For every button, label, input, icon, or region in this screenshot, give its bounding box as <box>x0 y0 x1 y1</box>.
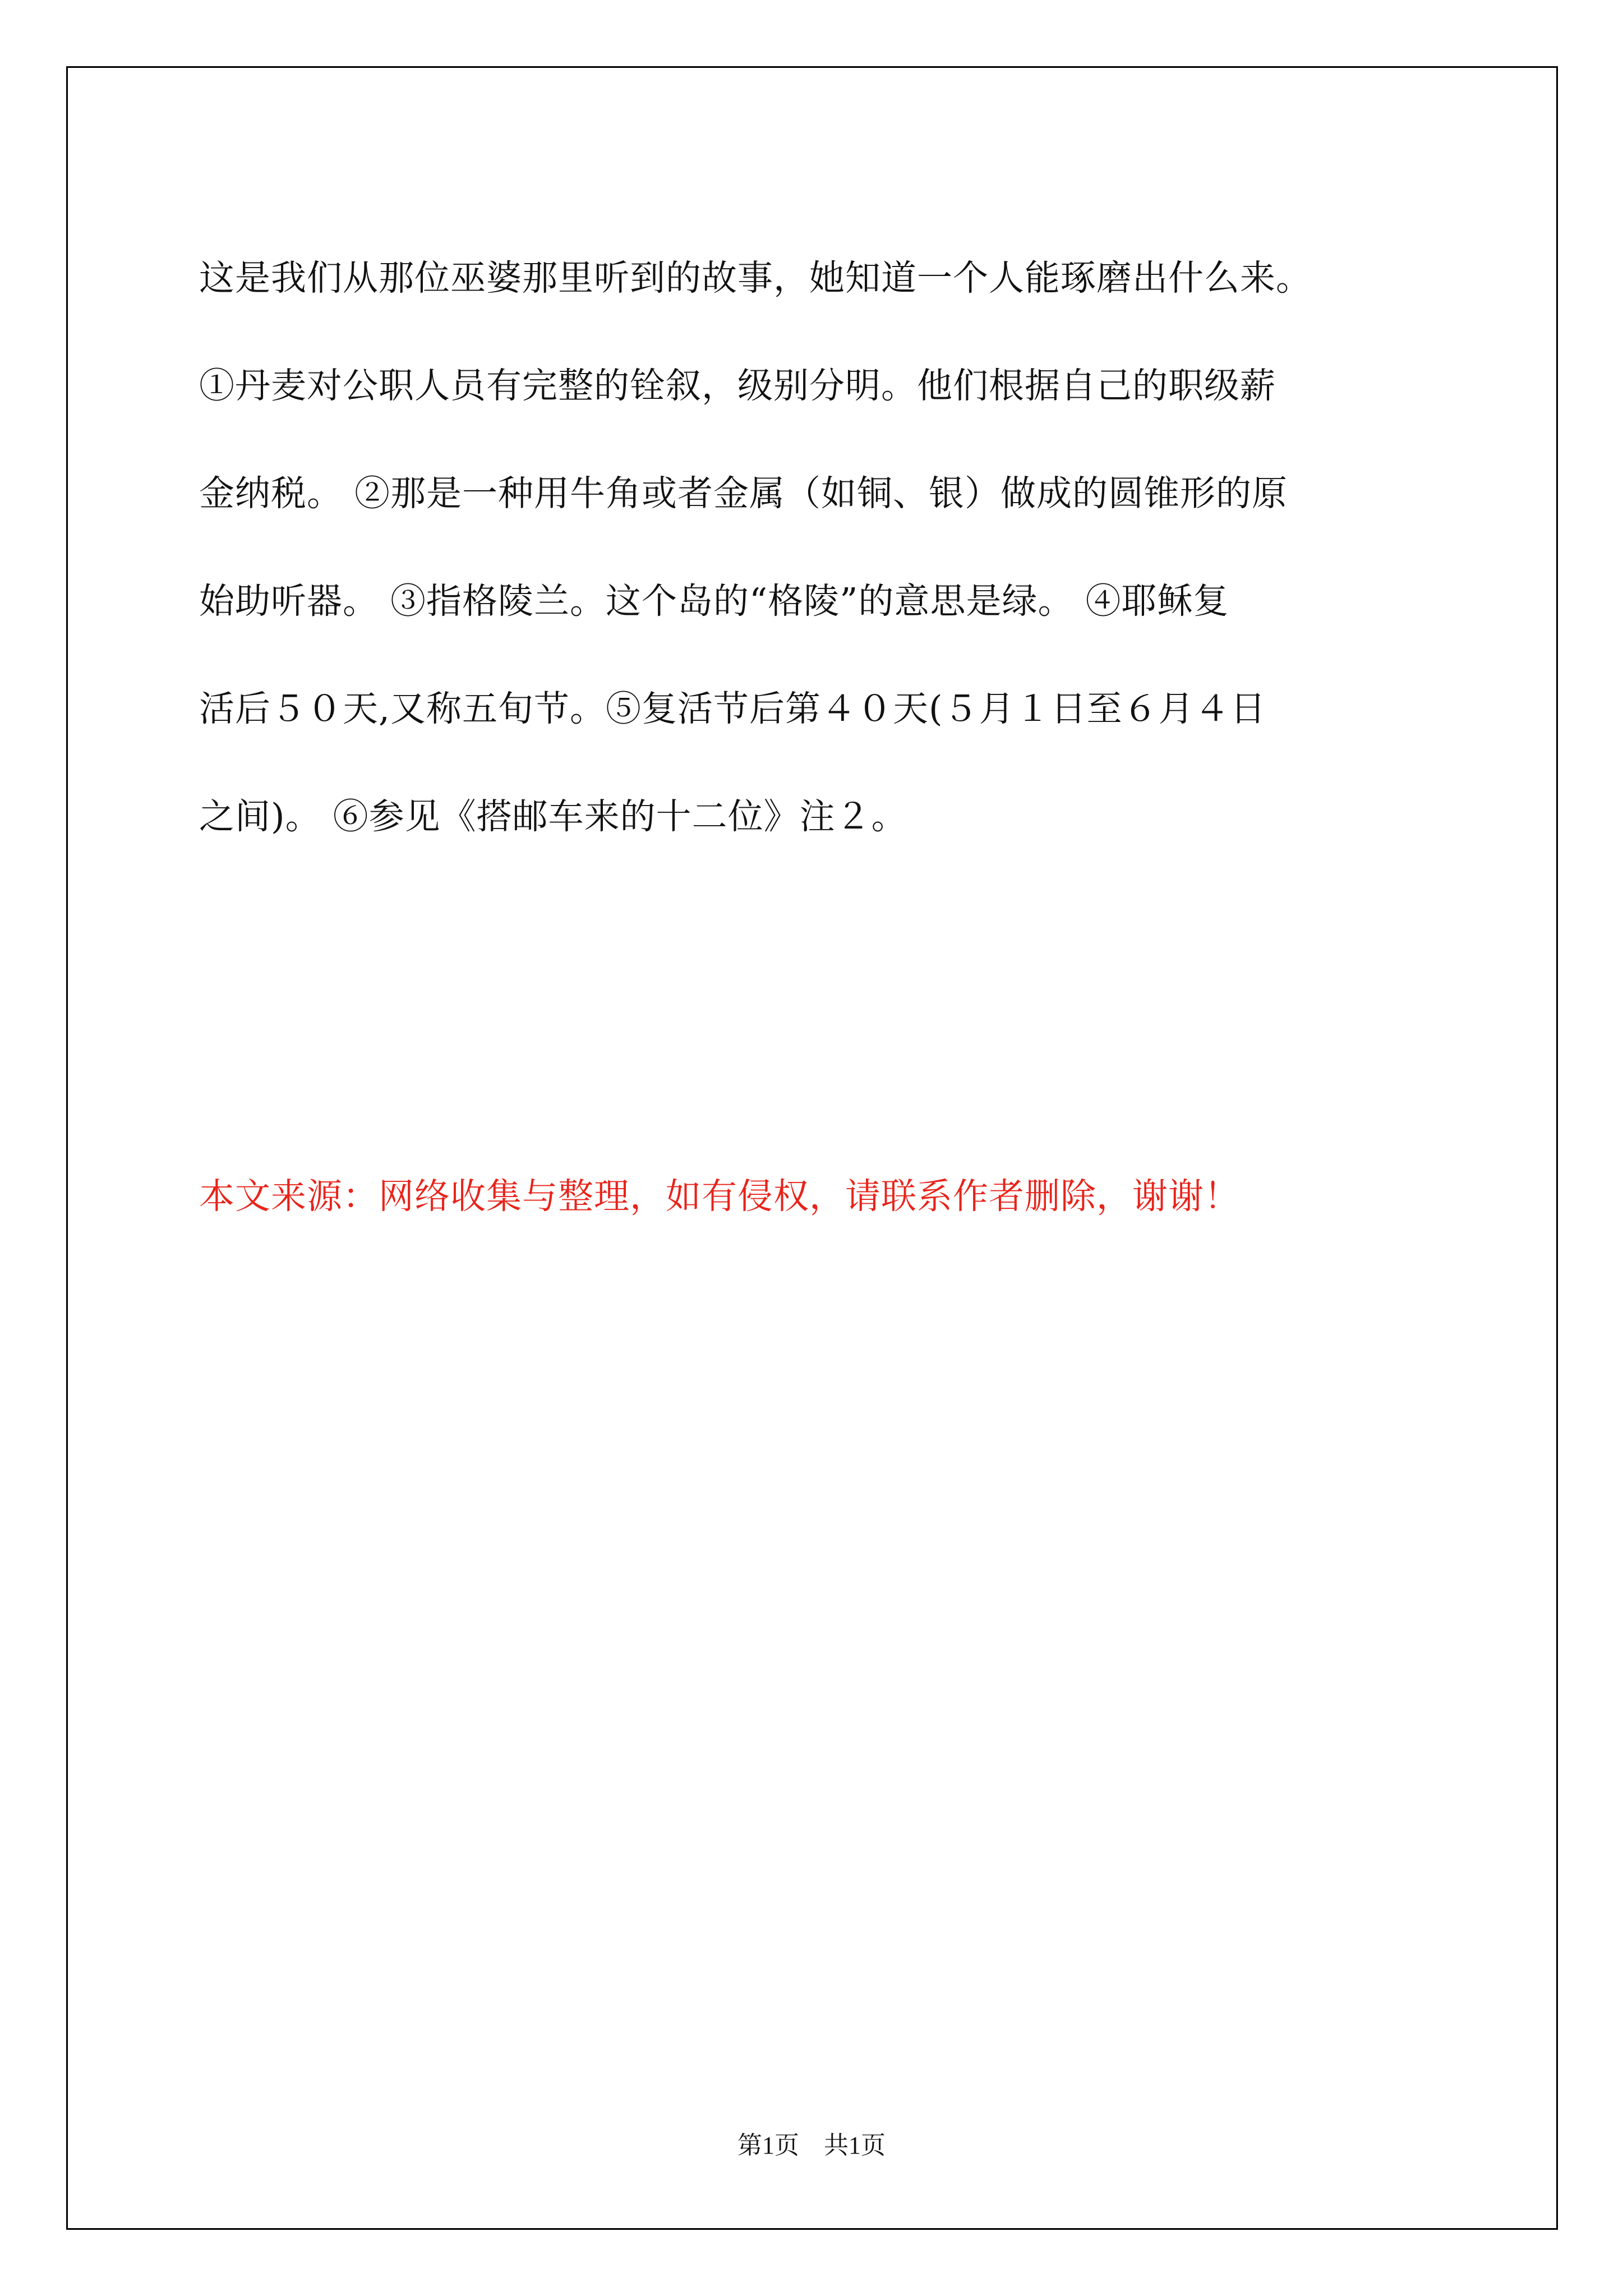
page-number-total: 共1页 <box>824 2132 886 2159</box>
source-disclaimer: 本文来源：网络收集与整理，如有侵权，请联系作者删除，谢谢！ <box>199 1176 1240 1217</box>
body-line-4: 始助听器。 ③指格陵兰。这个岛的“格陵”的意思是绿。 ④耶稣复 <box>199 581 1229 622</box>
body-line-2: ①丹麦对公职人员有完整的铨叙，级别分明。他们根据自己的职级薪 <box>199 365 1276 406</box>
page-footer <box>0 2129 1623 2162</box>
body-line-1: 这是我们从那位巫婆那里听到的故事，她知道一个人能琢磨出什么来。 <box>199 257 1312 298</box>
page-number-current: 第1页 <box>737 2132 799 2159</box>
document-body <box>199 224 1455 871</box>
body-line-3: 金纳税。 ②那是一种用牛角或者金属（如铜、银）做成的圆锥形的原 <box>199 473 1288 514</box>
body-line-5: 活后５０天,又称五旬节。⑤复活节后第４０天(５月１日至６月４日 <box>199 688 1266 729</box>
body-line-6: 之间)。 ⑥参见《搭邮车来的十二位》注２。 <box>199 796 907 837</box>
